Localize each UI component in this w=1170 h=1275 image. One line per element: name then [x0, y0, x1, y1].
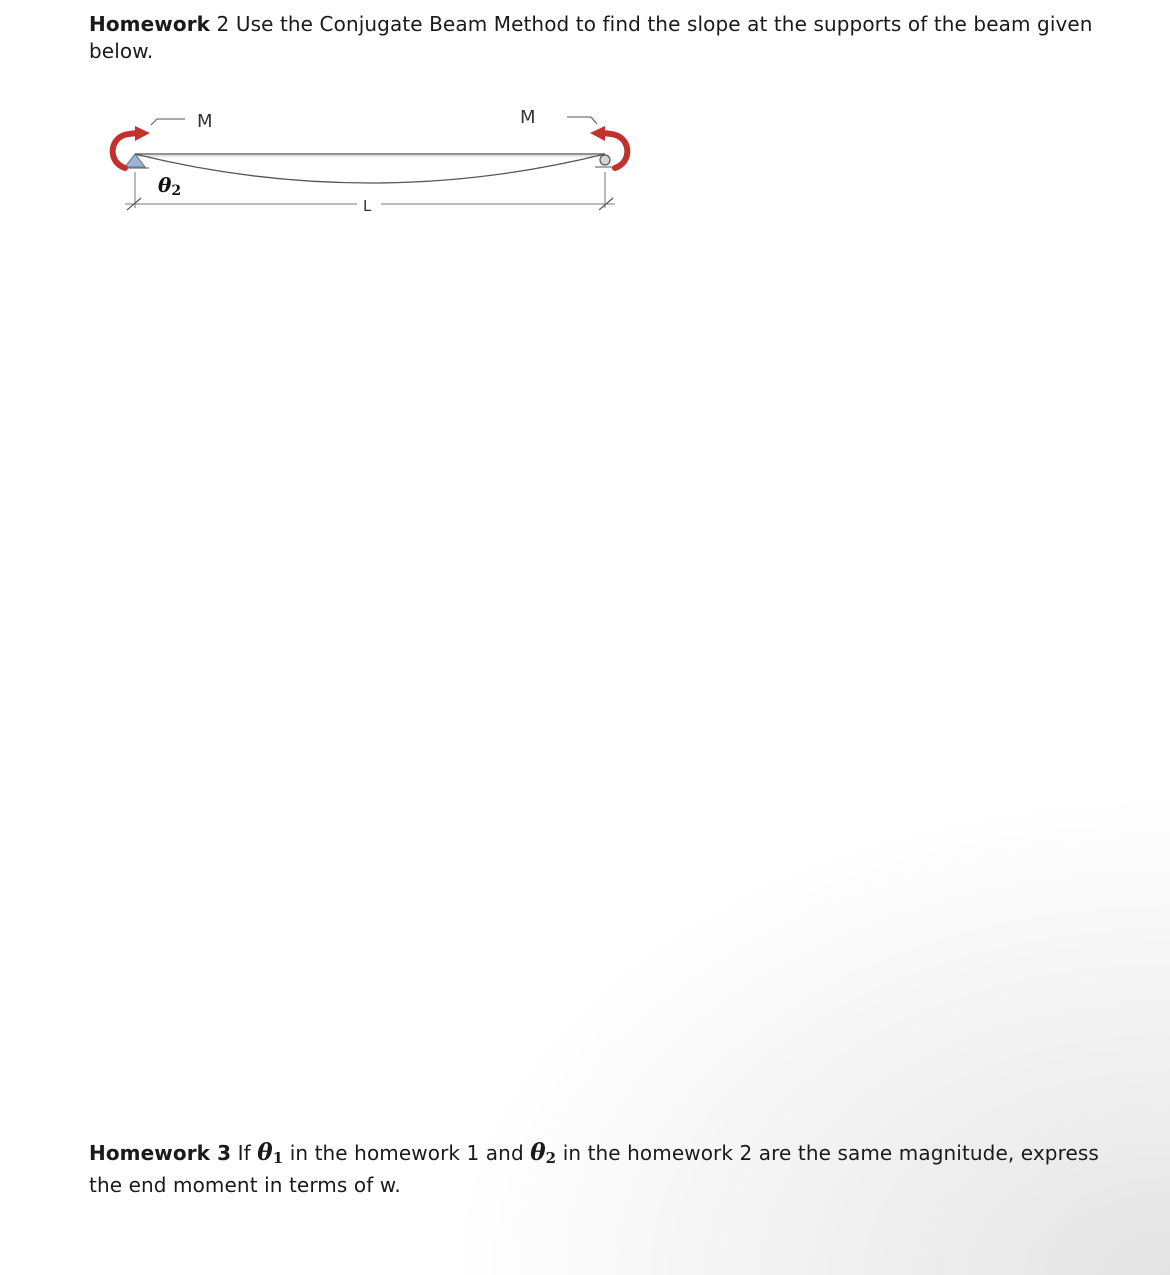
homework-3-text-1: If [237, 1141, 251, 1165]
homework-2-label: Homework [89, 12, 211, 36]
homework-3-statement [89, 1139, 1134, 1199]
theta-1-symbol: $\theta_1$ [257, 1139, 284, 1167]
homework-2-text: Use the Conjugate Beam Method to find the slope at the supports of the beam given below. [89, 12, 1093, 63]
moment-left-label: M [197, 111, 213, 132]
homework-3-text-2: in the homework 1 and [289, 1141, 524, 1165]
homework-2-number: 2 [216, 12, 230, 36]
beam-diagram [105, 100, 645, 220]
slope-label: θ2 [158, 173, 182, 199]
span-label: L [363, 197, 372, 215]
homework-2-statement [89, 11, 1134, 65]
moment-right-label: M [520, 107, 536, 128]
roller-support-icon [595, 155, 617, 167]
homework-3-label: Homework 3 [89, 1141, 232, 1165]
homework-3-text-3: in the homework 2 are the same magnitude, express the end moment in terms of w. [89, 1141, 1099, 1197]
theta-2-symbol: $\theta_2$ [530, 1139, 557, 1167]
deflected-shape [135, 154, 605, 183]
